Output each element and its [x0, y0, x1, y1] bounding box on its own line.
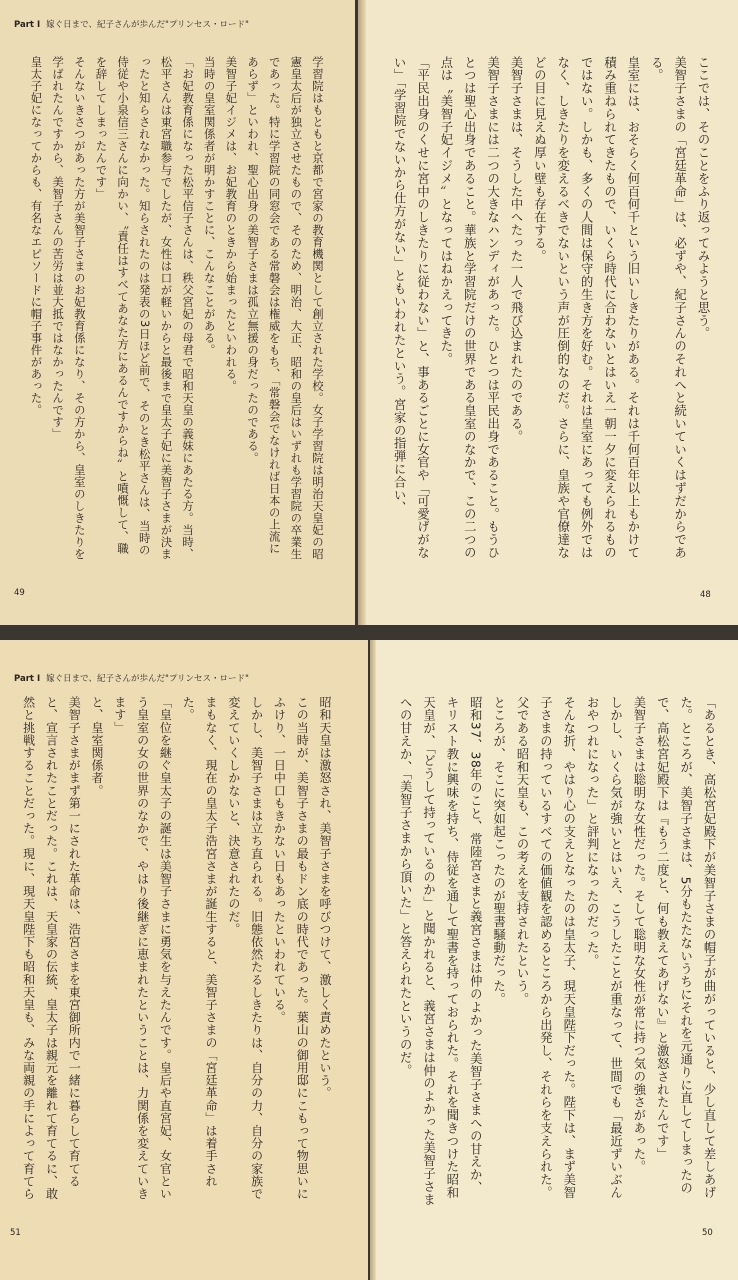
- paragraph: そんな折、やはり心の支えとなったのは皇太子、現天皇陛下だった。陛下は、まず美智子さまの持っているすべての価値観を認めるところから出発し、それらを支えられた。父である昭和天皇も、この考えを支持されたという。: [515, 696, 576, 1200]
- chapter-title: 嫁ぐ日まで、紀子さんが歩んだ"プリンセス・ロード": [46, 674, 249, 684]
- page-number: 49: [14, 588, 25, 598]
- paragraph: 「平民出身のくせに宮中のしきたりに従わない」と、事あるごとに女官や「可愛げがない」「学習院でないから仕方がない」ともいわれたという。宮家の指弾に合い、: [392, 56, 430, 560]
- page-48: [358, 0, 738, 625]
- part-label: Part Ⅰ: [14, 20, 41, 30]
- gutter-shadow: [370, 640, 376, 1280]
- paragraph: 皇太子妃になってからも、有名なエピソードに帽子事件があった。: [29, 56, 44, 416]
- gutter-shadow: [358, 0, 366, 625]
- body-text: [22, 56, 328, 561]
- page-50: [370, 640, 738, 1280]
- paragraph: ここでは、そのことをふり返ってみようと思う。: [696, 56, 710, 340]
- page-number: 50: [702, 1228, 713, 1238]
- paragraph: まもなく、現在の皇太子浩宮さまが誕生すると、美智子さまの「宮廷革命」は着手された。: [181, 696, 219, 1188]
- chapter-title: 嫁ぐ日まで、紀子さんが歩んだ"プリンセス・ロード": [46, 20, 249, 30]
- paragraph: しかし、いくら気が強いとはいえ、こうしたことが重なって、世間でも「最近ずいぶんおやつれになった」と評判になったのだった。: [585, 696, 623, 1200]
- paragraph: 学習院はもともと京都で宮家の教育機関として創立された学校。女子学習院は明治天皇妃の昭憲皇太后が独立させたもので、そのため、明治、大正、昭和の皇后はいずれも学習院の卒業生であった。特に学習院の同窓会である常磐会は権威をもち、「常磐会でなければ日本の上流にあらず」といわれ、聖心出身の美智子さまは孤立無援の身だったのである。: [246, 56, 325, 560]
- page-51: [0, 640, 368, 1280]
- body-text: [390, 696, 720, 1206]
- paragraph: 美智子さまには二つの大きなハンディがあった。ひとつは平民出身であること。もうひとつは聖心出身であること。華族と学習院だけの世界である皇室のなかで、この二つの点は〝美智子妃イジメ〟となってはねかえってきた。: [438, 56, 500, 560]
- part-label: Part Ⅰ: [14, 674, 41, 684]
- paragraph: 美智子さまがまず第一にされた革命は、浩宮さまを東宮御所内で一緒に暮らして育てると、宣言されたことだった。これは、天皇家の伝統、皇太子は親元を離れて育てるに、敢然と挑戦することだった。現に、現天皇陛下も昭和天皇も、みな両親の手によって育てら: [21, 696, 82, 1200]
- running-header: [14, 672, 249, 684]
- paragraph: 昭和天皇は激怒され、美智子さまを呼びつけて、激しく責めたという。: [318, 696, 332, 1100]
- running-header: [14, 18, 249, 30]
- page-number: 51: [10, 1228, 21, 1238]
- body-text: [18, 696, 336, 1206]
- paragraph: ところが、そこに突如起こったのが聖書騒動だった。: [491, 696, 506, 1006]
- paragraph: 当時の皇室関係者が明かすことに、こんなことがある。: [202, 56, 217, 356]
- paragraph: この当時が、美智子さまの最もドン底の時代であった。葉山の御用邸にこもって物思いにふけり、一日中口もきかない日もあったといわれている。: [272, 696, 310, 1200]
- page-49: [0, 0, 355, 625]
- paragraph: 「皇位を継ぐ皇太子の誕生は美智子さまに勇気を与えたんです。皇后や直宮妃、女官という皇室の女の世界のなかで、やはり後継ぎに恵まれたということは、力関係を変えていきます」: [112, 696, 173, 1200]
- paragraph: と、皇室関係者。: [90, 696, 105, 797]
- paragraph: 昭和37、38年のこと、常陸宮さまと義宮さまは仲のよかった美智子さまへの甘えか、キリスト教に興味を持ち、侍従を通して聖書を持っておられた。それを聞きつけた昭和天皇が、「どうして持っているのか」と聞かれると、義宮さまは仲のよかった美智子さまへの甘えか、「美智子さまから頂いた」と答えられたというのだ。: [398, 696, 483, 1206]
- paragraph: 美智子さまは聡明な女性だった。そして聡明な女性が常に持つ気の強さがあった。: [631, 696, 646, 1174]
- paragraph: 皇室には、おそらく何百何千という旧いしきたりがある。それは千何百年以上もかけて積み重ねられてきたもので、いくら時代に合わないとはいえ一朝一夕に変えられるものではない。しかも、多くの人間は保守的生き方を好む。それは皇室にあっても例外ではなく、しきたりを変えるべきでないという声が圧倒的なのだ。さらに、皇族や官僚達などの目に見えぬ厚い壁も存在する。: [532, 56, 640, 560]
- paragraph: しかし、美智子さまは立ち直られる。旧態依然たるしきたりは、自分の力、自分の家族で変えていくしかないと、決意されたのだ。: [226, 696, 264, 1200]
- paragraph: 「あるとき、高松宮妃殿下が美智子さまの帽子が曲がっていると、少し直して差しあげた。ところが、美智子さまは、5分もたたないうちにそれを元通りに直してしまったので、高松宮妃殿下は『もう二度と、何も教えてあげない』と激怒されたんです」: [655, 696, 716, 1200]
- paragraph: 「お妃教育係になった松平信子さんは、秩父宮妃の母君で昭和天皇の義妹にあたる方。当時、松平さんは東宮職参与でしたが、女性は口が軽いからと最後まで皇太子妃に美智子さまが決まったと知らされなかった。知らされたのは発表の3日ほど前で、そのとき松平さんは、当時の侍従や小泉信三さんに向かい、〝責任はすべてあなた方にあるんですからね〟と噴慨して、職を辞してしまったんです」: [94, 56, 196, 560]
- page-number: 48: [700, 590, 711, 600]
- paragraph: 美智子妃イジメは、お妃教育のときから始まったといわれる。: [224, 56, 239, 392]
- paragraph: 美智子さまの「宮廷革命」は、必ずや、紀子さんのそれへと続いていくはずだからである。: [649, 56, 687, 560]
- body-text: [384, 56, 714, 561]
- paragraph: 美智子さまは、そうした中へたった一人で飛び込まれたのである。: [509, 56, 523, 443]
- paragraph: そんないきさつがあった方が美智子さまのお妃教育係になり、その方から、皇室のしきたりを学ばれたんですから、美智子さんの苦労は並大抵ではなかったんです」: [51, 56, 87, 560]
